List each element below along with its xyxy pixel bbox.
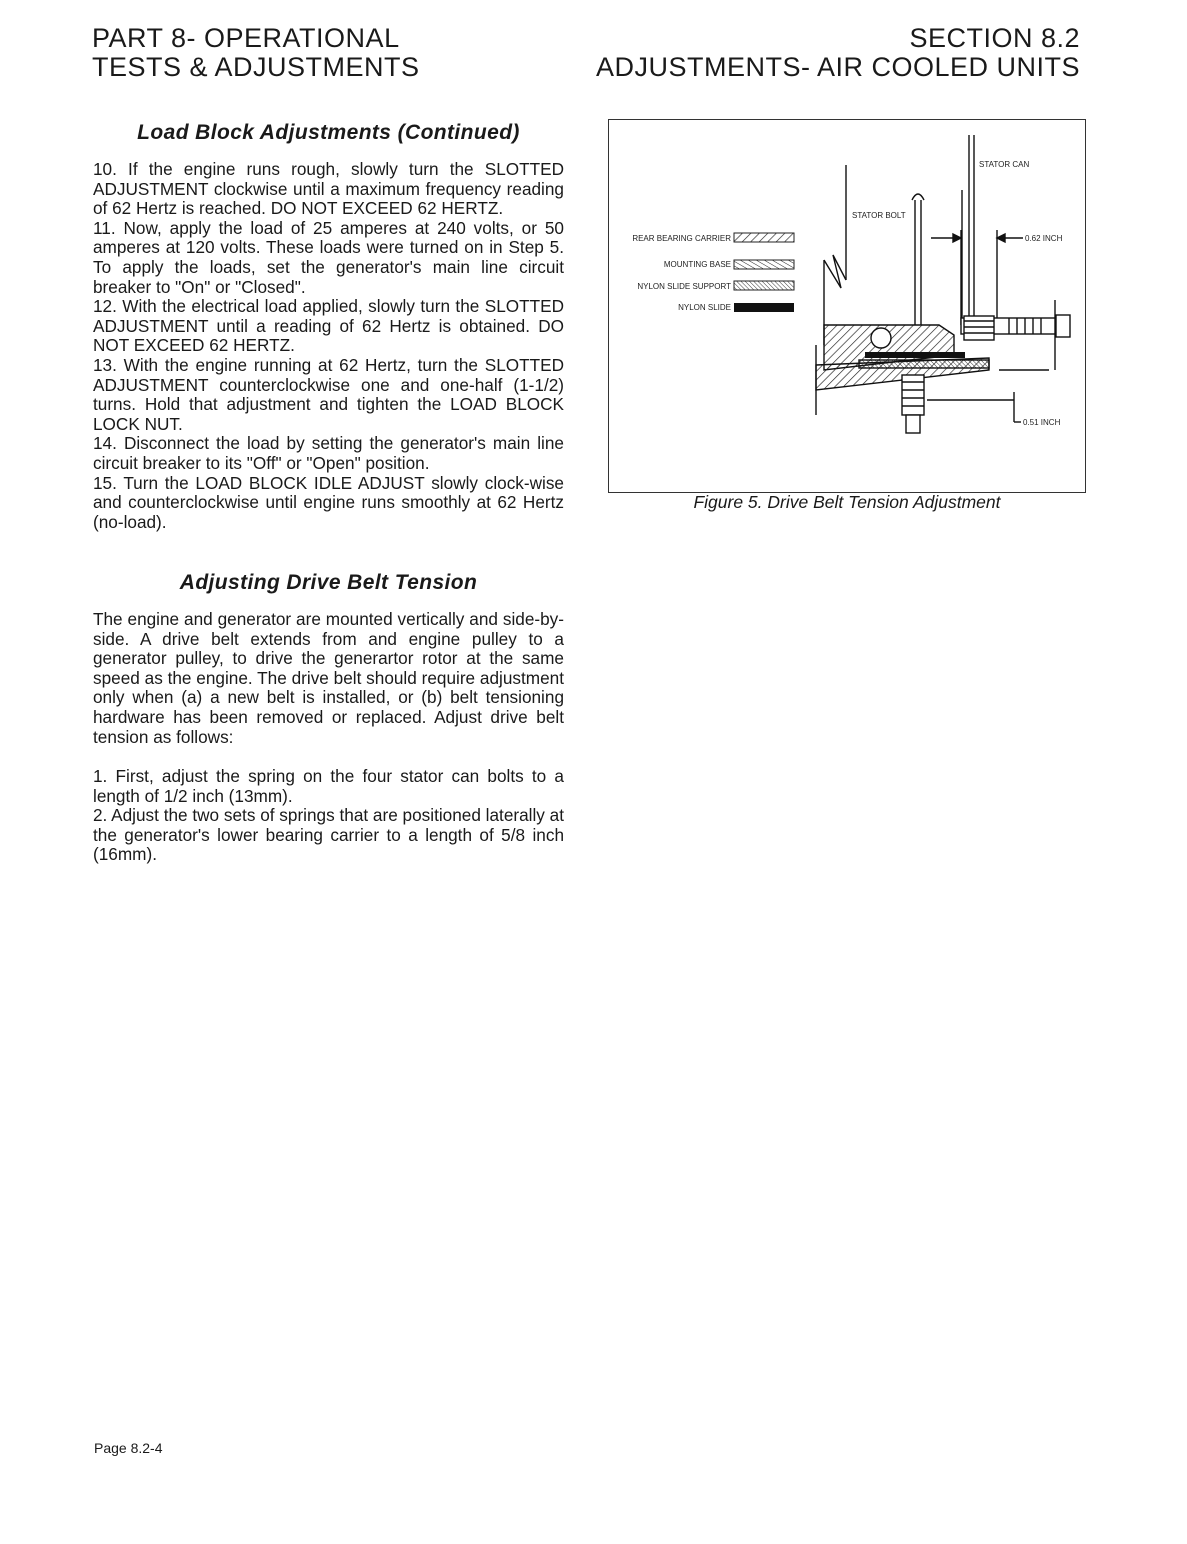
load-block-steps bbox=[93, 160, 564, 532]
legend-swatch-nylon-slide-support bbox=[734, 281, 794, 290]
header-right bbox=[596, 24, 1080, 82]
label-dim-bottom: 0.51 INCH bbox=[1023, 418, 1061, 427]
step-12: 12. With the electrical load applied, slowly turn the SLOTTED ADJUSTMENT until a reading of 62 Hertz is obtained. DO NOT EXCEED 62 HERTZ. bbox=[93, 296, 564, 356]
part-title-line1: PART 8- OPERATIONAL bbox=[92, 23, 400, 53]
legend-swatch-mounting-base bbox=[734, 260, 794, 269]
figure-drawing bbox=[609, 120, 1087, 494]
step-15: 15. Turn the LOAD BLOCK IDLE ADJUST slowly clock-wise and counterclockwise until engine runs smoothly at 62 Hertz (no-load). bbox=[93, 472, 564, 532]
belt-step-2: 2. Adjust the two sets of springs that are positioned laterally at the generator's lower bearing carrier to a length of 5/8 inch (16mm). bbox=[93, 805, 565, 865]
mechanism-drawing bbox=[816, 135, 1070, 433]
belt-step-1: 1. First, adjust the spring on the four stator can bolts to a length of 1/2 inch (13mm). bbox=[93, 766, 564, 806]
legend-rear-bearing-carrier: REAR BEARING CARRIER bbox=[632, 234, 731, 243]
header-left bbox=[92, 24, 420, 82]
legend-mounting-base: MOUNTING BASE bbox=[663, 260, 731, 269]
legend-nylon-slide-support: NYLON SLIDE SUPPORT bbox=[637, 282, 731, 291]
figure-caption: Figure 5. Drive Belt Tension Adjustment bbox=[693, 492, 1001, 512]
figure-legend bbox=[632, 233, 794, 312]
step-10: 10. If the engine runs rough, slowly turn the SLOTTED ADJUSTMENT clockwise until a maximum frequency reading of 62 Hertz is reached. DO NOT EXCEED 62 HERTZ. bbox=[93, 159, 564, 219]
section-title-line1: SECTION 8.2 bbox=[909, 23, 1080, 53]
belt-intro-text: The engine and generator are mounted vertically and side-by-side. A drive belt extends from and engine pulley to a generator pulley, to drive the generartor rotor at the same speed as the engine. The drive belt should require adjustment only when (a) a new belt is installed, or (b) belt tensioning hardware has been removed or replaced. Adjust drive belt tension as follows: bbox=[93, 609, 564, 747]
step-13: 13. With the engine running at 62 Hertz, turn the SLOTTED ADJUSTMENT counterclockwise one and one-half (1-1/2) turns. Hold that adjustment and tighten the LOAD BLOCK LOCK NUT. bbox=[93, 354, 564, 434]
load-block-heading: Load Block Adjustments (Continued) bbox=[137, 121, 520, 144]
section-title-line2: ADJUSTMENTS- AIR COOLED UNITS bbox=[595, 52, 1080, 82]
part-title-line2: TESTS & ADJUSTMENTS bbox=[92, 52, 420, 82]
step-14: 14. Disconnect the load by setting the generator's main line circuit breaker to its "Off" or "Open" position. bbox=[93, 433, 564, 473]
legend-swatch-nylon-slide bbox=[734, 303, 794, 312]
belt-intro bbox=[93, 610, 564, 747]
step-11: 11. Now, apply the load of 25 amperes at 240 volts, or 50 amperes at 120 volts. These loads were turned on in Step 5. To apply the loads, set the generator's main line circuit breaker to "On" or "Closed". bbox=[93, 217, 564, 297]
label-stator-bolt: STATOR BOLT bbox=[852, 211, 906, 220]
page-number: Page 8.2-4 bbox=[94, 1440, 163, 1456]
label-stator-can: STATOR CAN bbox=[979, 160, 1030, 169]
label-dim-top: 0.62 INCH bbox=[1025, 234, 1063, 243]
figure-drive-belt bbox=[608, 119, 1086, 493]
belt-steps bbox=[93, 767, 564, 865]
belt-heading: Adjusting Drive Belt Tension bbox=[179, 571, 478, 594]
legend-swatch-rear-bearing-carrier bbox=[734, 233, 794, 242]
legend-nylon-slide: NYLON SLIDE bbox=[678, 303, 731, 312]
